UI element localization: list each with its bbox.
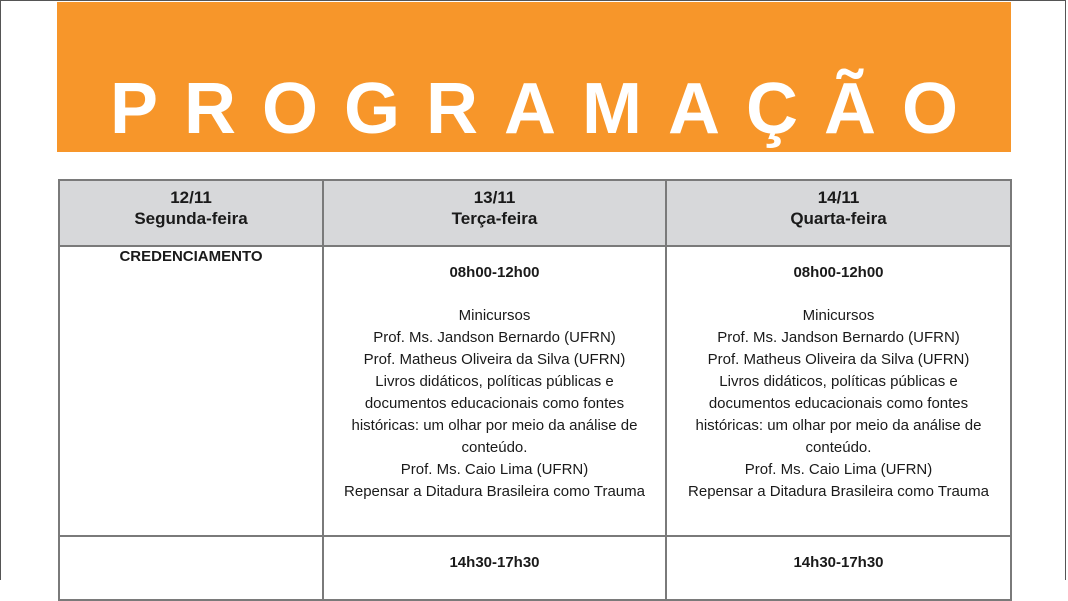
day-header-tuesday (323, 180, 666, 246)
session-line: históricas: um olhar por meio da análise de (695, 417, 982, 434)
schedule-row-afternoon (59, 536, 1011, 600)
session-line: Prof. Ms. Jandson Bernardo (UFRN) (717, 329, 960, 346)
credenciamento-cell: CREDENCIAMENTO (59, 246, 323, 536)
session-line: Prof. Ms. Jandson Bernardo (UFRN) (373, 329, 616, 346)
session-line: Prof. Matheus Oliveira da Silva (UFRN) (707, 351, 970, 368)
day-weekday: Segunda-feira (134, 209, 248, 228)
session-time: 14h30-17h30 (793, 554, 884, 571)
day-header-row (59, 180, 1011, 246)
session-line: documentos educacionais como fontes (364, 395, 625, 412)
session-line: Repensar a Ditadura Brasileira como Trauma (344, 483, 645, 500)
session-line: conteúdo. (461, 439, 528, 456)
session-line: Prof. Matheus Oliveira da Silva (UFRN) (363, 351, 626, 368)
day-header-wednesday (666, 180, 1011, 246)
title-banner (57, 2, 1011, 152)
day-date: 14/11 (817, 188, 860, 207)
session-time: 08h00-12h00 (793, 264, 884, 281)
session-line: históricas: um olhar por meio da análise de (351, 417, 638, 434)
session-cell-tuesday-morning (323, 246, 666, 536)
session-time: 14h30-17h30 (449, 554, 540, 571)
day-date: 13/11 (473, 188, 516, 207)
session-cell-wednesday-afternoon (666, 536, 1011, 600)
day-weekday: Terça-feira (451, 209, 538, 228)
session-line: Livros didáticos, políticas públicas e (375, 373, 614, 390)
session-cell-wednesday-morning (666, 246, 1011, 536)
schedule-table (58, 179, 1012, 601)
day-header-monday (59, 180, 323, 246)
day-date: 12/11 (170, 188, 212, 207)
session-line: conteúdo. (805, 439, 872, 456)
schedule-row-morning (59, 246, 1011, 536)
day-weekday: Quarta-feira (790, 209, 887, 228)
session-line: Livros didáticos, políticas públicas e (719, 373, 958, 390)
session-line: Repensar a Ditadura Brasileira como Trauma (688, 483, 989, 500)
session-line: documentos educacionais como fontes (708, 395, 969, 412)
session-line: Minicursos (802, 307, 875, 324)
session-line: Minicursos (458, 307, 531, 324)
session-cell-tuesday-afternoon (323, 536, 666, 600)
page-title: PROGRAMAÇÃO (110, 69, 984, 149)
empty-cell-monday-afternoon (59, 536, 323, 600)
session-line: Prof. Ms. Caio Lima (UFRN) (400, 461, 589, 478)
session-line: Prof. Ms. Caio Lima (UFRN) (744, 461, 933, 478)
session-time: 08h00-12h00 (449, 264, 540, 281)
